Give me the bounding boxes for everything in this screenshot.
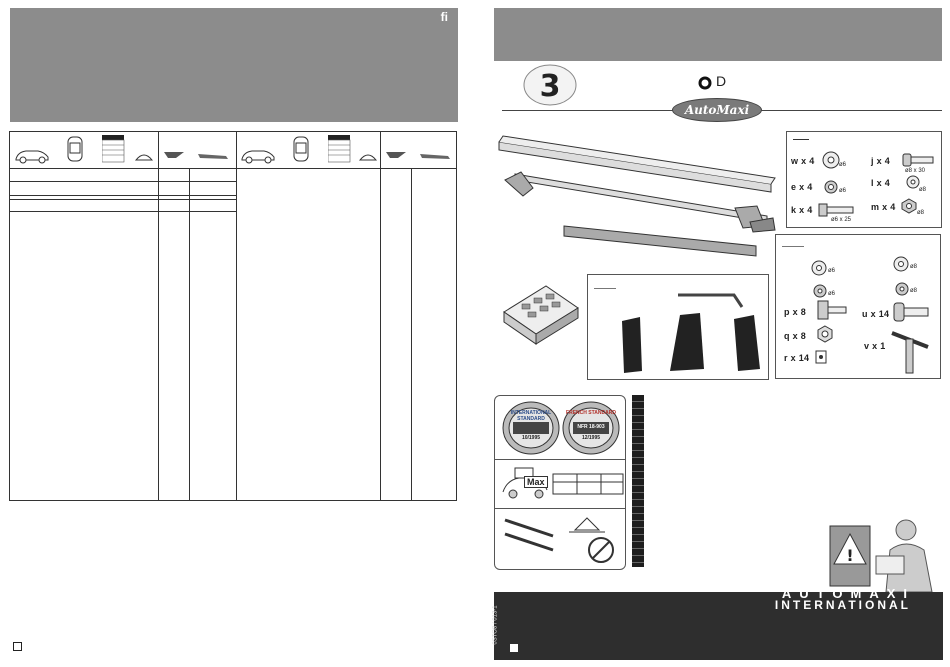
washer-size: ø8 (910, 264, 918, 270)
foot-pad-icon (616, 315, 646, 377)
washer-icon (810, 259, 828, 277)
standard-code: NFR 18-903 (577, 424, 605, 430)
d-label: D (716, 73, 727, 89)
bar-icon (418, 152, 452, 160)
year-grid-icon (328, 135, 358, 165)
mounting-rail-illustration (560, 222, 760, 260)
col-divider (236, 132, 237, 500)
table-row-line (10, 195, 236, 196)
languages-count: 3 (539, 69, 561, 104)
hardware-panel-top (786, 131, 942, 228)
radio-dot-icon (698, 76, 712, 90)
part-size: ø8 x 30 (905, 168, 926, 174)
washer-size: ø8 (910, 288, 918, 294)
max-load-label: Max (524, 476, 548, 488)
car-top-icon (290, 134, 312, 164)
standard-title: INTERNATIONAL STANDARD (510, 410, 552, 422)
foot-pad-icon (666, 311, 708, 377)
panel-rule (594, 288, 616, 289)
part-code: w x 4 (791, 156, 815, 166)
part-code: k x 4 (791, 205, 813, 215)
stripe-column (632, 395, 644, 567)
part-code: e x 4 (791, 182, 813, 192)
no-load-icon (565, 510, 619, 566)
hardware-panel-bottom (775, 234, 941, 379)
brand-footer (492, 586, 943, 660)
standard-date: 10/1995 (521, 435, 541, 441)
nut-icon (901, 198, 917, 214)
standards-panel (494, 395, 626, 570)
year-grid-icon (102, 135, 132, 165)
standard-title: FRENCH STANDARD (566, 410, 616, 416)
logo-text: AutoMaxi (684, 103, 750, 117)
right-header-band (494, 8, 942, 61)
tool-kit-box-illustration (500, 282, 582, 350)
lock-washer-icon (812, 283, 828, 299)
foot-icon (384, 148, 410, 162)
col-divider (411, 168, 412, 500)
part-code: v x 1 (864, 341, 886, 351)
washer-size: ø6 (828, 291, 836, 297)
part-size: ø8 (919, 187, 927, 193)
roof-profile-icon (358, 148, 378, 162)
part-code: j x 4 (871, 156, 891, 166)
car-side-icon (240, 146, 276, 164)
table-row-line (10, 211, 236, 212)
table-row-line (10, 199, 236, 200)
panel-divider (495, 459, 625, 460)
lock-washer-icon (894, 281, 910, 297)
col-divider (380, 132, 381, 500)
table-header-divider (10, 168, 456, 169)
washer-size: ø6 (828, 268, 836, 274)
panel-divider (495, 508, 625, 509)
warning-reader-illustration (828, 516, 936, 594)
allen-key-icon (676, 289, 746, 311)
side-code: 0STO8 / 013-1 (492, 605, 499, 645)
part-code: l x 4 (871, 178, 891, 188)
logo-area (494, 62, 942, 118)
bars-pair-icon (499, 514, 559, 558)
foot-pads-panel (587, 274, 769, 380)
foot-icon (162, 148, 188, 162)
language-glyph: fi (440, 10, 448, 24)
screw-icon (892, 301, 932, 323)
brand-line-1: AUTOMAXI (781, 586, 915, 601)
svg-text:!: ! (846, 546, 854, 565)
washer-icon (821, 150, 843, 172)
roof-profile-icon (134, 148, 154, 162)
languages-badge-icon (522, 64, 578, 106)
part-code: r x 14 (784, 353, 810, 363)
automaxi-logo (672, 98, 762, 122)
left-header-band (10, 8, 458, 122)
part-code: q x 8 (784, 331, 807, 341)
part-size: ø6 (839, 162, 847, 168)
brand-line-2: INTERNATIONAL (774, 598, 911, 612)
standard-date: 12/1995 (581, 435, 601, 441)
part-size: ø8 (917, 210, 925, 216)
car-side-icon (14, 146, 50, 164)
panel-rule (782, 246, 804, 247)
part-size: ø6 (839, 188, 847, 194)
hex-bolt-icon (816, 299, 848, 321)
part-size: ø6 x 25 (831, 217, 852, 223)
col-divider (158, 132, 159, 500)
table-row-line (10, 181, 236, 182)
bar-icon (196, 152, 230, 160)
page-marker-square (510, 644, 518, 652)
col-divider (189, 168, 190, 500)
t-key-icon (888, 327, 932, 377)
car-top-icon (64, 134, 86, 164)
nut-icon (816, 325, 834, 343)
load-table-icon (551, 472, 625, 498)
square-nut-icon (814, 349, 828, 365)
vehicle-fitting-table (9, 131, 457, 501)
washer-icon (892, 255, 910, 273)
panel-rule (793, 139, 809, 140)
part-code: m x 4 (871, 202, 896, 212)
part-code: u x 14 (862, 309, 890, 319)
part-code: p x 8 (784, 307, 807, 317)
foot-pad-icon (732, 313, 764, 375)
screw-icon (901, 152, 937, 168)
bolt-icon (817, 202, 857, 218)
page-marker-square (13, 642, 22, 651)
